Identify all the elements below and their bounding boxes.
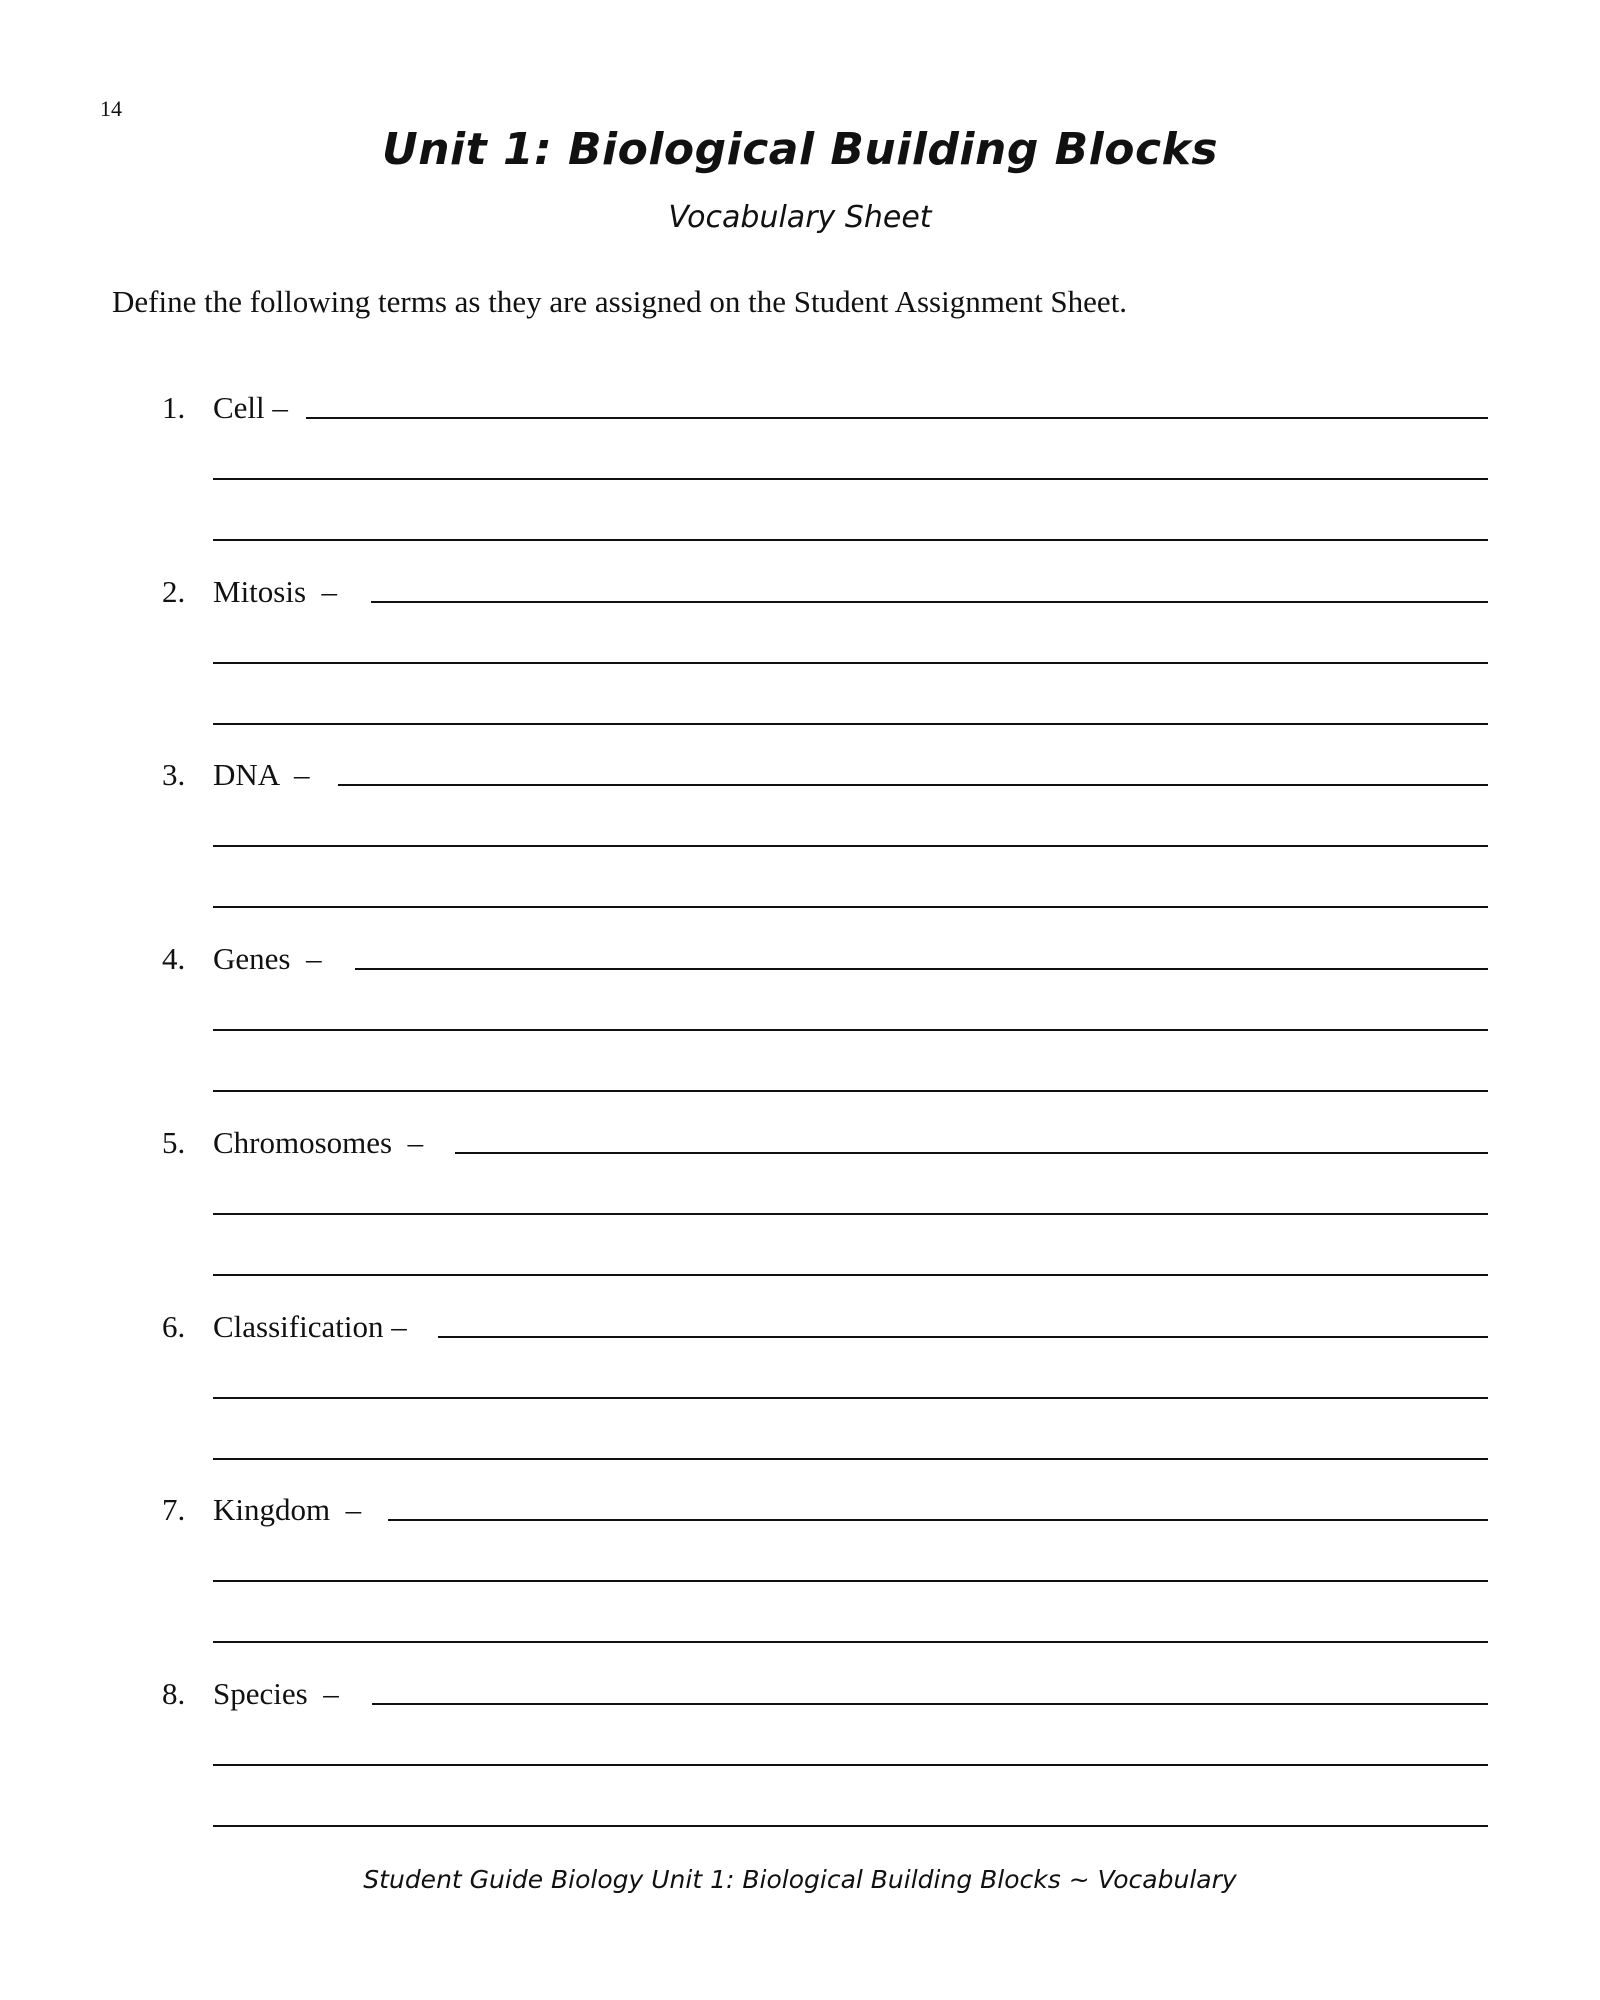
item-number: 2. — [162, 574, 186, 609]
answer-line[interactable] — [372, 1703, 1488, 1705]
vocabulary-item — [0, 1125, 1600, 1309]
answer-line[interactable] — [438, 1336, 1488, 1338]
answer-line[interactable] — [213, 1213, 1488, 1215]
answer-line[interactable] — [213, 1397, 1488, 1399]
answer-line[interactable] — [306, 417, 1488, 419]
answer-line[interactable] — [213, 723, 1488, 725]
vocabulary-item — [0, 390, 1600, 574]
item-number: 7. — [162, 1492, 186, 1527]
item-term: DNA – — [213, 757, 310, 792]
vocabulary-item — [0, 1492, 1600, 1676]
answer-line[interactable] — [371, 601, 1488, 603]
vocabulary-item — [0, 1676, 1600, 1860]
item-number: 6. — [162, 1309, 186, 1344]
answer-line[interactable] — [338, 784, 1488, 786]
item-term: Chromosomes – — [213, 1125, 424, 1160]
answer-line[interactable] — [213, 845, 1488, 847]
vocabulary-item — [0, 1309, 1600, 1493]
answer-line[interactable] — [213, 906, 1488, 908]
answer-line[interactable] — [455, 1152, 1488, 1154]
answer-line[interactable] — [213, 1580, 1488, 1582]
item-number: 3. — [162, 757, 186, 792]
answer-line[interactable] — [213, 1274, 1488, 1276]
answer-line[interactable] — [388, 1519, 1488, 1521]
vocabulary-item — [0, 941, 1600, 1125]
answer-line[interactable] — [213, 478, 1488, 480]
item-term: Kingdom – — [213, 1492, 362, 1527]
page-number: 14 — [100, 96, 122, 121]
item-term: Mitosis – — [213, 574, 338, 609]
item-term: Species – — [213, 1676, 339, 1711]
item-term: Cell – — [213, 390, 288, 425]
answer-line[interactable] — [213, 662, 1488, 664]
vocabulary-item — [0, 574, 1600, 758]
answer-line[interactable] — [213, 1764, 1488, 1766]
answer-line[interactable] — [213, 1641, 1488, 1643]
page-footer: Student Guide Biology Unit 1: Biological Building Blocks ~ Vocabulary — [363, 1865, 1237, 1894]
item-number: 5. — [162, 1125, 186, 1160]
item-number: 1. — [162, 390, 186, 425]
answer-line[interactable] — [213, 539, 1488, 541]
page-subtitle: Vocabulary Sheet — [668, 200, 932, 235]
vocabulary-item — [0, 757, 1600, 941]
item-term: Classification – — [213, 1309, 407, 1344]
item-term: Genes – — [213, 941, 322, 976]
answer-line[interactable] — [355, 968, 1488, 970]
answer-line[interactable] — [213, 1029, 1488, 1031]
answer-line[interactable] — [213, 1825, 1488, 1827]
answer-line[interactable] — [213, 1458, 1488, 1460]
answer-line[interactable] — [213, 1090, 1488, 1092]
instructions: Define the following terms as they are assigned on the Student Assignment Sheet. — [112, 284, 1128, 319]
item-number: 8. — [162, 1676, 186, 1711]
page-title: Unit 1: Biological Building Blocks — [381, 124, 1219, 175]
item-number: 4. — [162, 941, 186, 976]
